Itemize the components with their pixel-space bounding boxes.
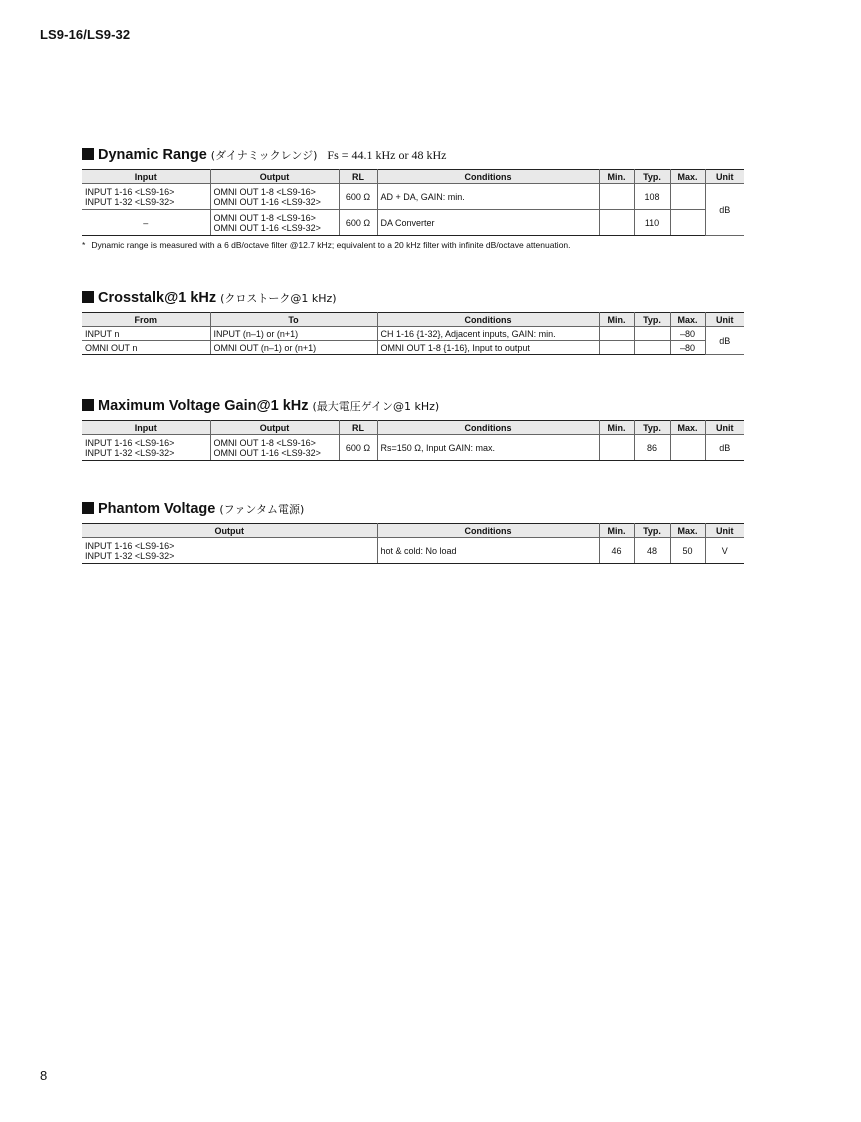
table-header-row — [82, 421, 744, 435]
column-header: RL — [339, 421, 377, 435]
typ-cell — [634, 341, 670, 355]
column-header: Typ. — [634, 421, 670, 435]
output-line: OMNI OUT 1-16 <LS9-32> — [213, 222, 321, 233]
column-header: Output — [82, 524, 377, 538]
output-cell — [210, 210, 339, 236]
section-title: Maximum Voltage Gain@1 kHz — [98, 398, 309, 414]
column-header: Typ. — [634, 524, 670, 538]
footnote — [82, 240, 744, 250]
output-line: OMNI OUT 1-8 <LS9-16> — [213, 437, 316, 448]
typ-cell: 108 — [634, 184, 670, 210]
column-header: Min. — [599, 421, 634, 435]
output-line: OMNI OUT 1-8 <LS9-16> — [213, 186, 316, 197]
column-header: Min. — [599, 170, 634, 184]
footnote-mark: * — [82, 240, 86, 250]
column-header: Input — [82, 170, 210, 184]
column-header: Unit — [705, 421, 744, 435]
column-header: Max. — [670, 313, 705, 327]
column-header: Output — [210, 421, 339, 435]
max-cell — [670, 435, 705, 461]
output-cell — [210, 435, 339, 461]
input-cell — [82, 184, 210, 210]
column-header: Conditions — [377, 524, 599, 538]
output-line: INPUT 1-16 <LS9-16> — [85, 540, 175, 551]
to-cell: INPUT (n–1) or (n+1) — [210, 327, 377, 341]
unit-cell: V — [705, 538, 744, 564]
typ-cell — [634, 327, 670, 341]
max-cell: –80 — [670, 341, 705, 355]
typ-cell: 48 — [634, 538, 670, 564]
max-cell — [670, 210, 705, 236]
output-cell — [82, 538, 377, 564]
column-header: Max. — [670, 170, 705, 184]
table-row — [82, 341, 744, 355]
column-header: From — [82, 313, 210, 327]
section-title-jp: (クロストーク@1 kHz) — [220, 292, 337, 305]
section-title-jp: (ダイナミックレンジ) — [210, 149, 318, 162]
min-cell — [599, 210, 634, 236]
input-line: INPUT 1-32 <LS9-32> — [85, 447, 175, 458]
crosstalk-table — [82, 312, 744, 355]
table-header-row — [82, 170, 744, 184]
min-cell — [599, 184, 634, 210]
rl-cell: 600 Ω — [339, 210, 377, 236]
column-header: Conditions — [377, 170, 599, 184]
max-cell: –80 — [670, 327, 705, 341]
from-cell: OMNI OUT n — [82, 341, 210, 355]
input-line: INPUT 1-16 <LS9-16> — [85, 186, 175, 197]
min-cell — [599, 341, 634, 355]
conditions-cell: hot & cold: No load — [377, 538, 599, 564]
min-cell — [599, 435, 634, 461]
column-header: Output — [210, 170, 339, 184]
max-voltage-gain-title — [82, 398, 744, 414]
input-line: INPUT 1-16 <LS9-16> — [85, 437, 175, 448]
column-header: RL — [339, 170, 377, 184]
table-row — [82, 435, 744, 461]
column-header: Min. — [599, 313, 634, 327]
column-header: Conditions — [377, 313, 599, 327]
section-bullet-icon — [82, 148, 94, 160]
output-line: OMNI OUT 1-8 <LS9-16> — [213, 212, 316, 223]
column-header: Max. — [670, 524, 705, 538]
min-cell — [599, 327, 634, 341]
table-row — [82, 210, 744, 236]
section-bullet-icon — [82, 502, 94, 514]
section-title-jp: (ファンタム電源) — [219, 503, 305, 516]
column-header: Max. — [670, 421, 705, 435]
table-header-row — [82, 524, 744, 538]
section-title: Phantom Voltage — [98, 501, 216, 517]
column-header: Min. — [599, 524, 634, 538]
max-cell: 50 — [670, 538, 705, 564]
section-subtitle: Fs = 44.1 kHz or 48 kHz — [327, 148, 447, 162]
dynamic-range-section — [82, 147, 744, 250]
section-bullet-icon — [82, 399, 94, 411]
input-line: INPUT 1-32 <LS9-32> — [85, 196, 175, 207]
column-header: To — [210, 313, 377, 327]
section-title: Crosstalk@1 kHz — [98, 290, 217, 306]
column-header: Conditions — [377, 421, 599, 435]
table-row — [82, 538, 744, 564]
dynamic-range-table — [82, 169, 744, 236]
output-line: OMNI OUT 1-16 <LS9-32> — [213, 447, 321, 458]
rl-cell: 600 Ω — [339, 435, 377, 461]
conditions-cell: CH 1-16 {1-32}, Adjacent inputs, GAIN: min. — [377, 327, 599, 341]
page-header: LS9-16/LS9-32 — [40, 27, 131, 42]
conditions-cell: OMNI OUT 1-8 {1-16}, Input to output — [377, 341, 599, 355]
typ-cell: 110 — [634, 210, 670, 236]
input-cell — [82, 435, 210, 461]
section-title: Dynamic Range — [98, 147, 207, 163]
max-voltage-gain-table — [82, 420, 744, 461]
crosstalk-title — [82, 290, 744, 306]
output-line: OMNI OUT 1-16 <LS9-32> — [213, 196, 321, 207]
to-cell: OMNI OUT (n–1) or (n+1) — [210, 341, 377, 355]
from-cell: INPUT n — [82, 327, 210, 341]
conditions-cell: DA Converter — [377, 210, 599, 236]
table-header-row — [82, 313, 744, 327]
max-cell — [670, 184, 705, 210]
typ-cell: 86 — [634, 435, 670, 461]
column-header: Unit — [705, 170, 744, 184]
table-row — [82, 184, 744, 210]
column-header: Unit — [705, 524, 744, 538]
unit-cell: dB — [705, 184, 744, 236]
input-cell: – — [82, 210, 210, 236]
output-line: INPUT 1-32 <LS9-32> — [85, 550, 175, 561]
table-row — [82, 327, 744, 341]
section-bullet-icon — [82, 291, 94, 303]
column-header: Input — [82, 421, 210, 435]
unit-cell: dB — [705, 435, 744, 461]
section-title-jp: (最大電圧ゲイン@1 kHz) — [312, 400, 440, 413]
crosstalk-section — [82, 290, 744, 355]
min-cell: 46 — [599, 538, 634, 564]
footnote-text: Dynamic range is measured with a 6 dB/octave filter @12.7 kHz; equivalent to a 20 kHz filter with infinite dB/octave attenuation. — [91, 240, 571, 250]
column-header: Unit — [705, 313, 744, 327]
column-header: Typ. — [634, 170, 670, 184]
conditions-cell: Rs=150 Ω, Input GAIN: max. — [377, 435, 599, 461]
column-header: Typ. — [634, 313, 670, 327]
max-voltage-gain-section — [82, 398, 744, 461]
page-number: 8 — [40, 1068, 48, 1083]
unit-cell: dB — [705, 327, 744, 355]
phantom-voltage-section — [82, 501, 744, 564]
dynamic-range-title — [82, 147, 744, 163]
phantom-voltage-title — [82, 501, 744, 517]
rl-cell: 600 Ω — [339, 184, 377, 210]
phantom-voltage-table — [82, 523, 744, 564]
output-cell — [210, 184, 339, 210]
conditions-cell: AD + DA, GAIN: min. — [377, 184, 599, 210]
